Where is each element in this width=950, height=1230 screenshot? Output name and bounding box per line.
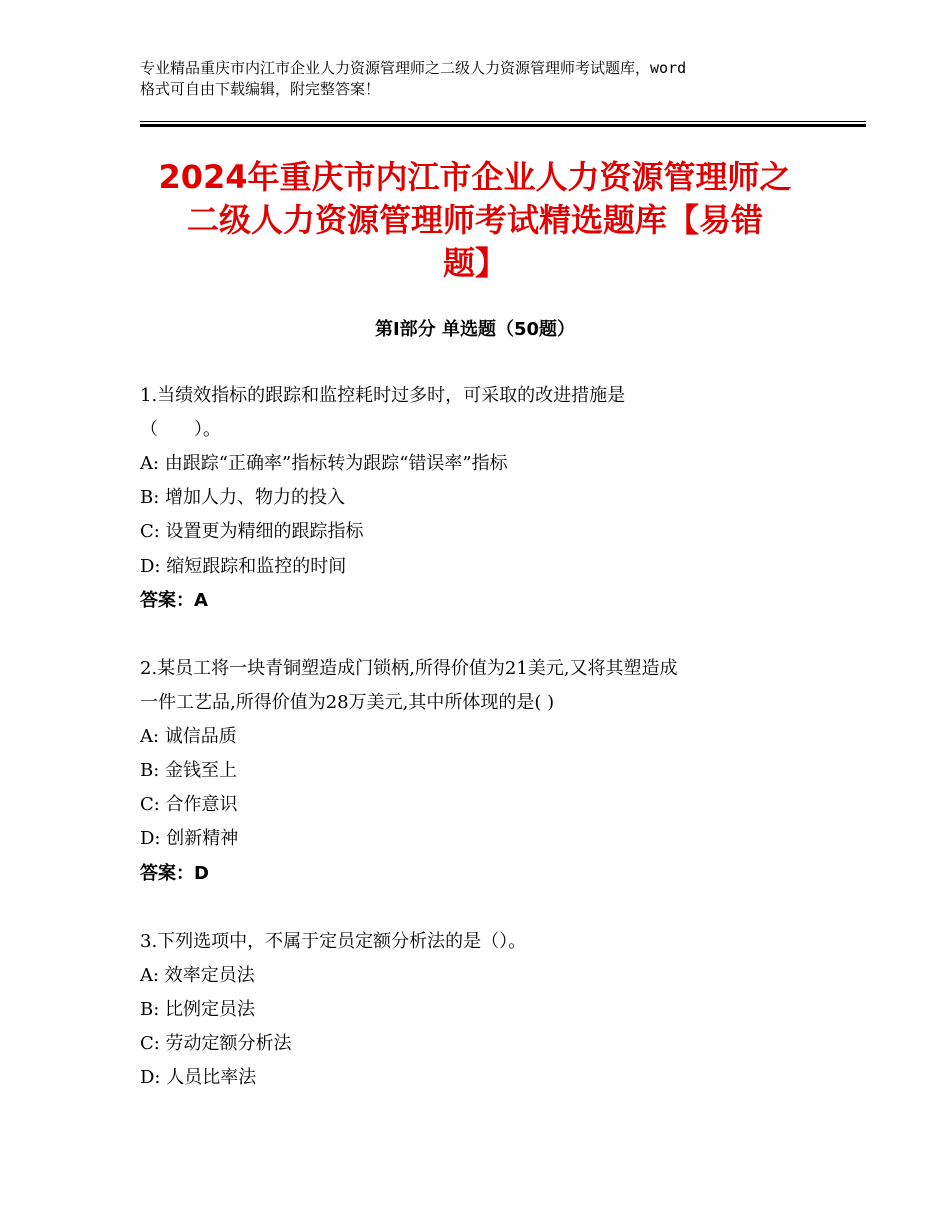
- question-3-option-c: C: 劳动定额分析法: [140, 1033, 292, 1054]
- document-title: [120, 156, 830, 285]
- question-2-option-c: C: 合作意识: [140, 794, 238, 815]
- question-2-option-d: D: 创新精神: [140, 828, 239, 849]
- question-1-stem-line-2: （ ）。: [140, 419, 221, 440]
- question-1-stem-line-1: 1.当绩效指标的跟踪和监控耗时过多时，可采取的改进措施是: [140, 385, 626, 406]
- header-note: [140, 58, 830, 100]
- title-line-3: 题】: [442, 244, 507, 282]
- question-2-stem-line-2: 一件工艺品,所得价值为28万美元,其中所体现的是( ): [140, 692, 555, 713]
- question-1-answer: 答案：A: [140, 590, 208, 611]
- question-1-option-c: C: 设置更为精细的跟踪指标: [140, 521, 364, 542]
- question-3-option-a: A: 效率定员法: [140, 965, 255, 986]
- question-3-stem: 3.下列选项中，不属于定员定额分析法的是（）。: [140, 931, 527, 952]
- section-title: 第Ⅰ部分 单选题（50题）: [374, 319, 575, 340]
- header-rule-thin: [140, 121, 866, 122]
- question-2-answer: 答案：D: [140, 863, 209, 884]
- question-2-option-a: A: 诚信品质: [140, 726, 237, 747]
- header-note-line-1: 专业精品重庆市内江市企业人力资源管理师之二级人力资源管理师考试题库，word: [140, 59, 687, 77]
- title-line-1: 2024年重庆市内江市企业人力资源管理师之: [158, 158, 792, 196]
- question-1-option-d: D: 缩短跟踪和监控的时间: [140, 556, 347, 577]
- question-3-option-d: D: 人员比率法: [140, 1067, 257, 1088]
- question-2-option-b: B: 金钱至上: [140, 760, 238, 781]
- question-1-option-b: B: 增加人力、物力的投入: [140, 487, 346, 508]
- question-1-option-a: A: 由跟踪“正确率”指标转为跟踪“错误率”指标: [140, 453, 508, 474]
- header-note-line-2: 格式可自由下载编辑，附完整答案！: [140, 80, 381, 98]
- title-line-2: 二级人力资源管理师考试精选题库【易错: [186, 201, 763, 239]
- question-3-option-b: B: 比例定员法: [140, 999, 256, 1020]
- question-2-stem-line-1: 2.某员工将一块青铜塑造成门锁柄,所得价值为21美元,又将其塑造成: [140, 658, 678, 679]
- header-rule-thick: [140, 124, 866, 127]
